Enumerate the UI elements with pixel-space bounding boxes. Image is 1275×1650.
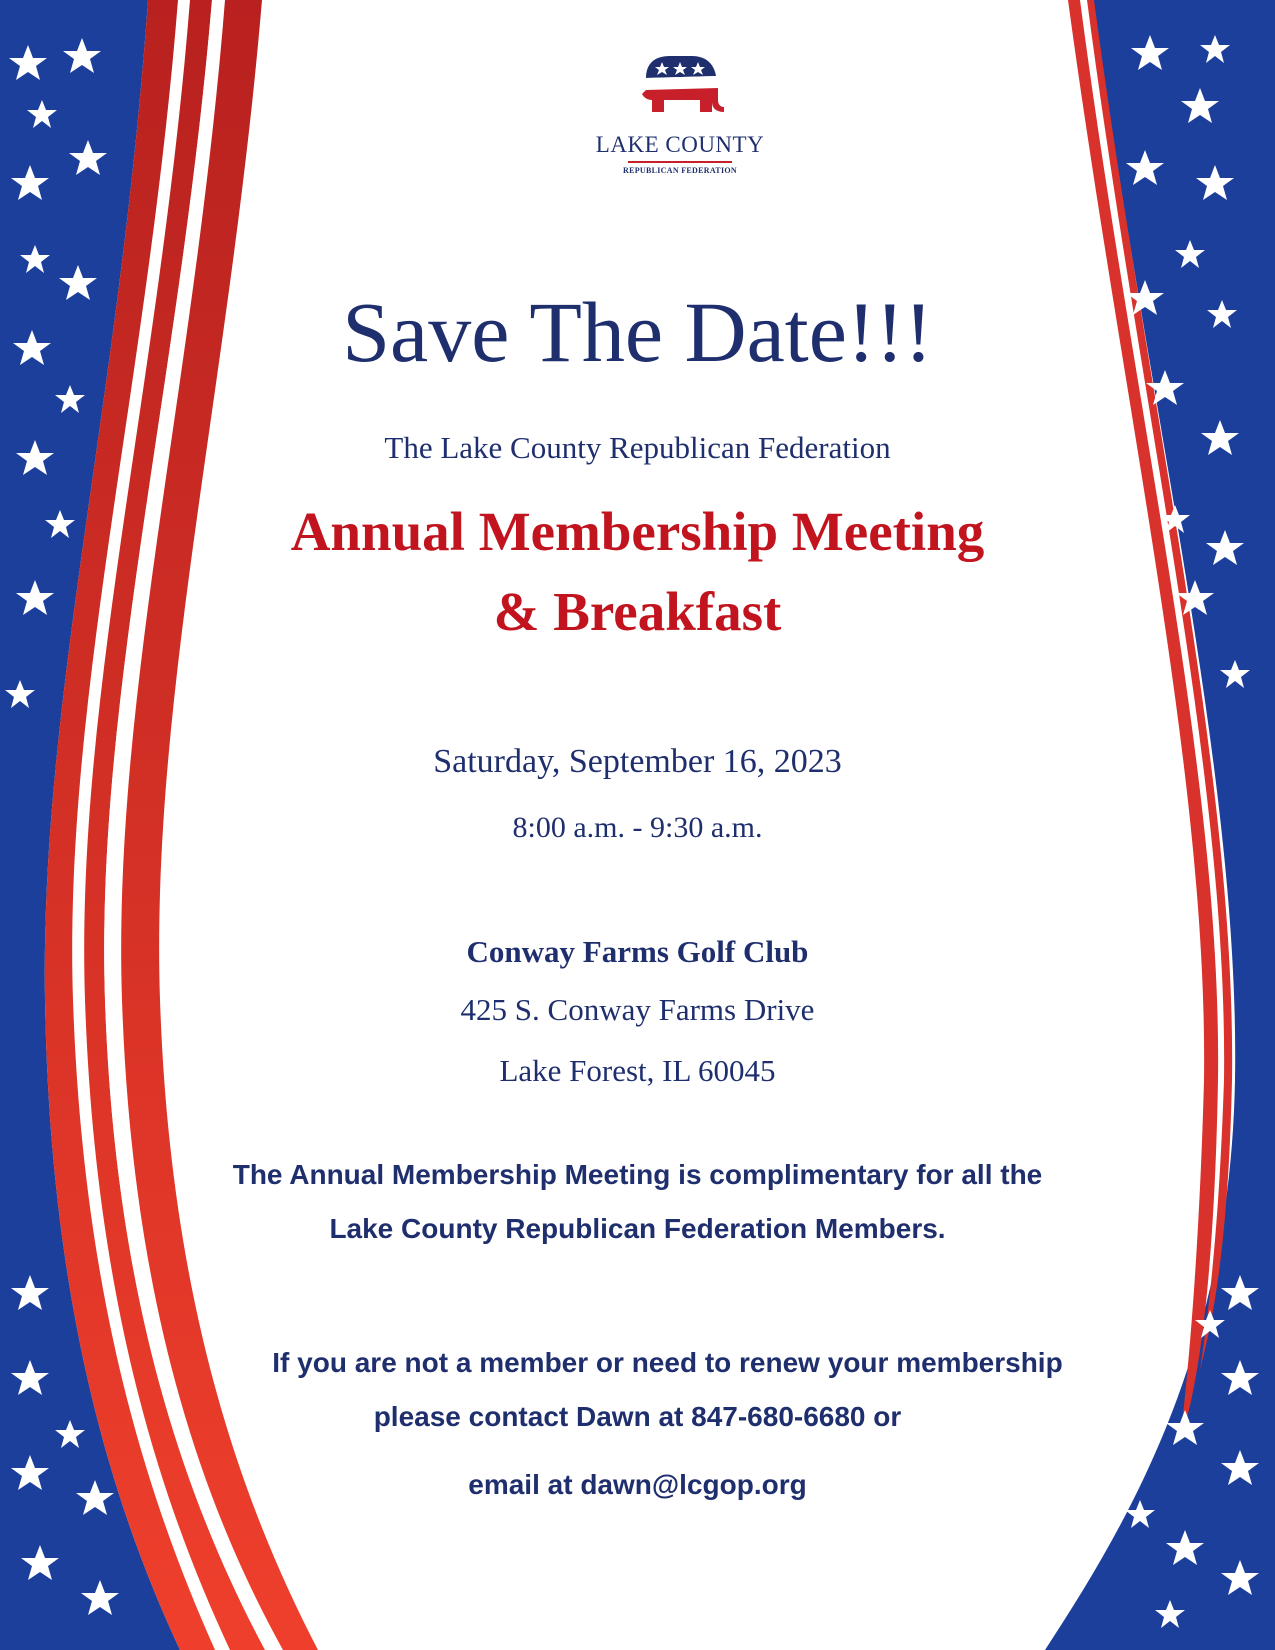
event-title-line2: & Breakfast — [493, 581, 782, 642]
organization-name: The Lake County Republican Federation — [384, 430, 891, 465]
venue-name: Conway Farms Golf Club — [466, 934, 809, 969]
venue-city: Lake Forest, IL 60045 — [499, 1053, 776, 1088]
headline: Save The Date!!! — [342, 284, 933, 380]
logo-divider — [628, 161, 732, 163]
contact-line1: If you are not a member or need to renew your membership — [272, 1347, 1063, 1378]
event-title-line1: Annual Membership Meeting — [290, 501, 985, 562]
lcrf-logo — [590, 52, 770, 182]
notice-line1: The Annual Membership Meeting is complimentary for all the — [232, 1159, 1043, 1190]
logo-wordmark: LAKE COUNTY — [595, 132, 765, 157]
notice-line2: Lake County Republican Federation Members. — [329, 1213, 946, 1244]
venue-street: 425 S. Conway Farms Drive — [460, 992, 815, 1027]
event-date: Saturday, September 16, 2023 — [433, 743, 842, 780]
contact-email[interactable]: email at dawn@lcgop.org — [468, 1469, 807, 1500]
republican-elephant-icon — [632, 52, 728, 124]
event-time: 8:00 a.m. - 9:30 a.m. — [512, 811, 763, 844]
contact-line2: please contact Dawn at 847-680-6680 or — [373, 1401, 902, 1432]
logo-subtitle: REPUBLICAN FEDERATION — [623, 166, 737, 175]
